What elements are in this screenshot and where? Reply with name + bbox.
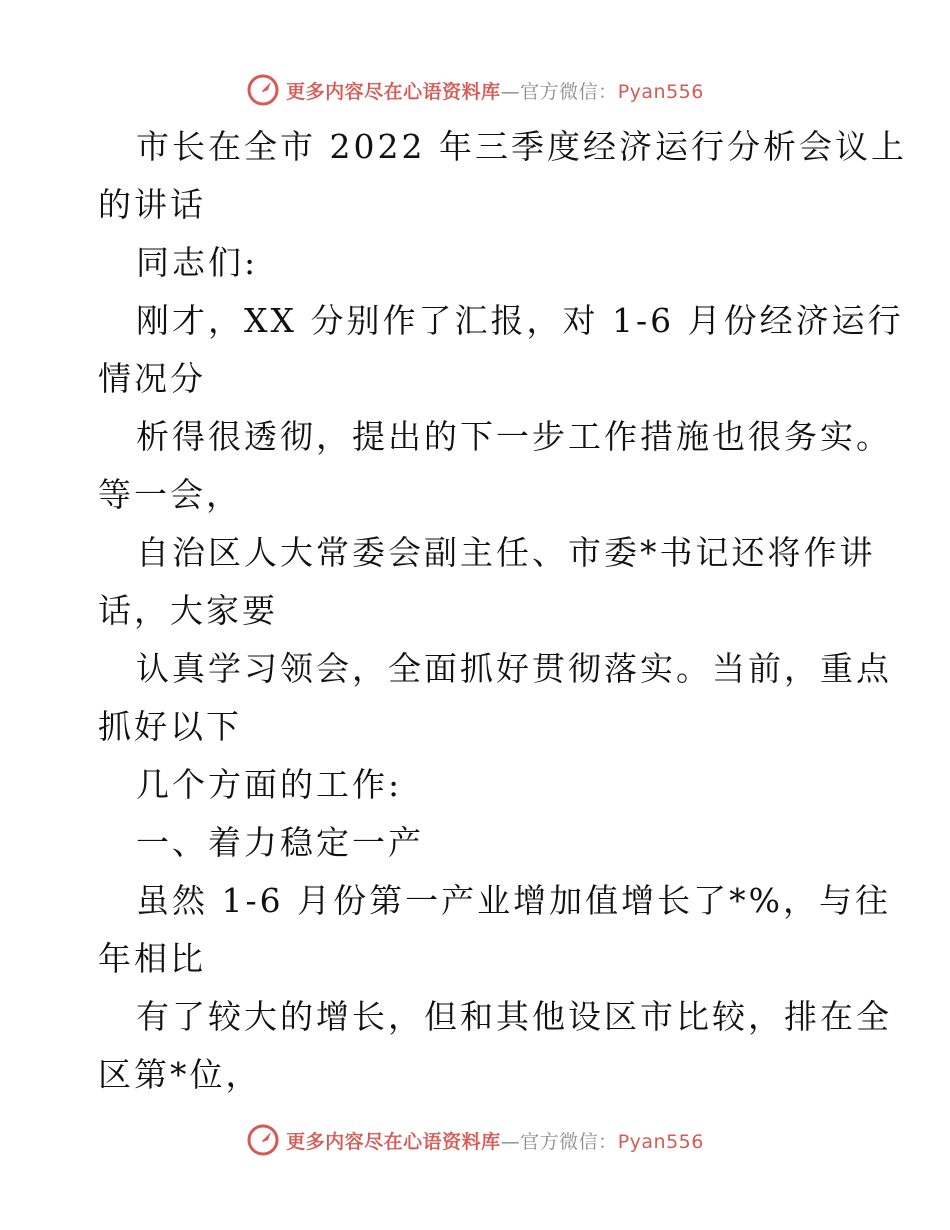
text-line-13: 一、着力稳定一产	[136, 823, 424, 862]
watermark-header	[0, 70, 950, 110]
quill-seal-icon	[246, 1123, 280, 1157]
text-line-16: 有了较大的增长，但和其他设区市比较，排在全	[136, 997, 892, 1036]
watermark-brand: 更多内容尽在心语资料库	[286, 1130, 501, 1153]
watermark-separator: —	[500, 80, 521, 103]
text-line-9: 话，大家要	[98, 591, 278, 630]
text-line-7: 等一会，	[98, 475, 242, 514]
text-line-15: 年相比	[98, 939, 206, 978]
text-line-1: 市长在全市 2022 年三季度经济运行分析会议上	[136, 127, 907, 166]
text-line-11: 抓好以下	[98, 707, 242, 746]
watermark-separator: —	[500, 1130, 521, 1153]
watermark-account: Pyan556	[617, 1130, 704, 1153]
text-line-5: 情况分	[98, 359, 206, 398]
text-line-6: 析得很透彻，提出的下一步工作措施也很务实。	[136, 417, 892, 456]
watermark-footer	[0, 1120, 950, 1160]
text-line-4: 刚才，XX 分别作了汇报，对 1-6 月份经济运行	[136, 301, 904, 340]
document-body	[98, 118, 907, 1104]
text-line-10: 认真学习领会，全面抓好贯彻落实。当前，重点	[136, 649, 892, 688]
text-line-17: 区第*位，	[98, 1055, 262, 1094]
watermark-label: 官方微信：	[520, 1130, 618, 1153]
text-line-3: 同志们:	[136, 243, 259, 282]
text-line-14: 虽然 1-6 月份第一产业增加值增长了*%，与往	[136, 881, 891, 920]
watermark-brand: 更多内容尽在心语资料库	[286, 80, 501, 103]
quill-seal-icon	[246, 73, 280, 107]
watermark-text	[286, 77, 704, 104]
text-line-8: 自治区人大常委会副主任、市委*书记还将作讲	[136, 533, 876, 572]
watermark-label: 官方微信：	[520, 80, 618, 103]
watermark-account: Pyan556	[617, 80, 704, 103]
watermark-text	[286, 1127, 704, 1154]
text-line-12: 几个方面的工作:	[136, 765, 403, 804]
text-line-2: 的讲话	[98, 185, 206, 224]
